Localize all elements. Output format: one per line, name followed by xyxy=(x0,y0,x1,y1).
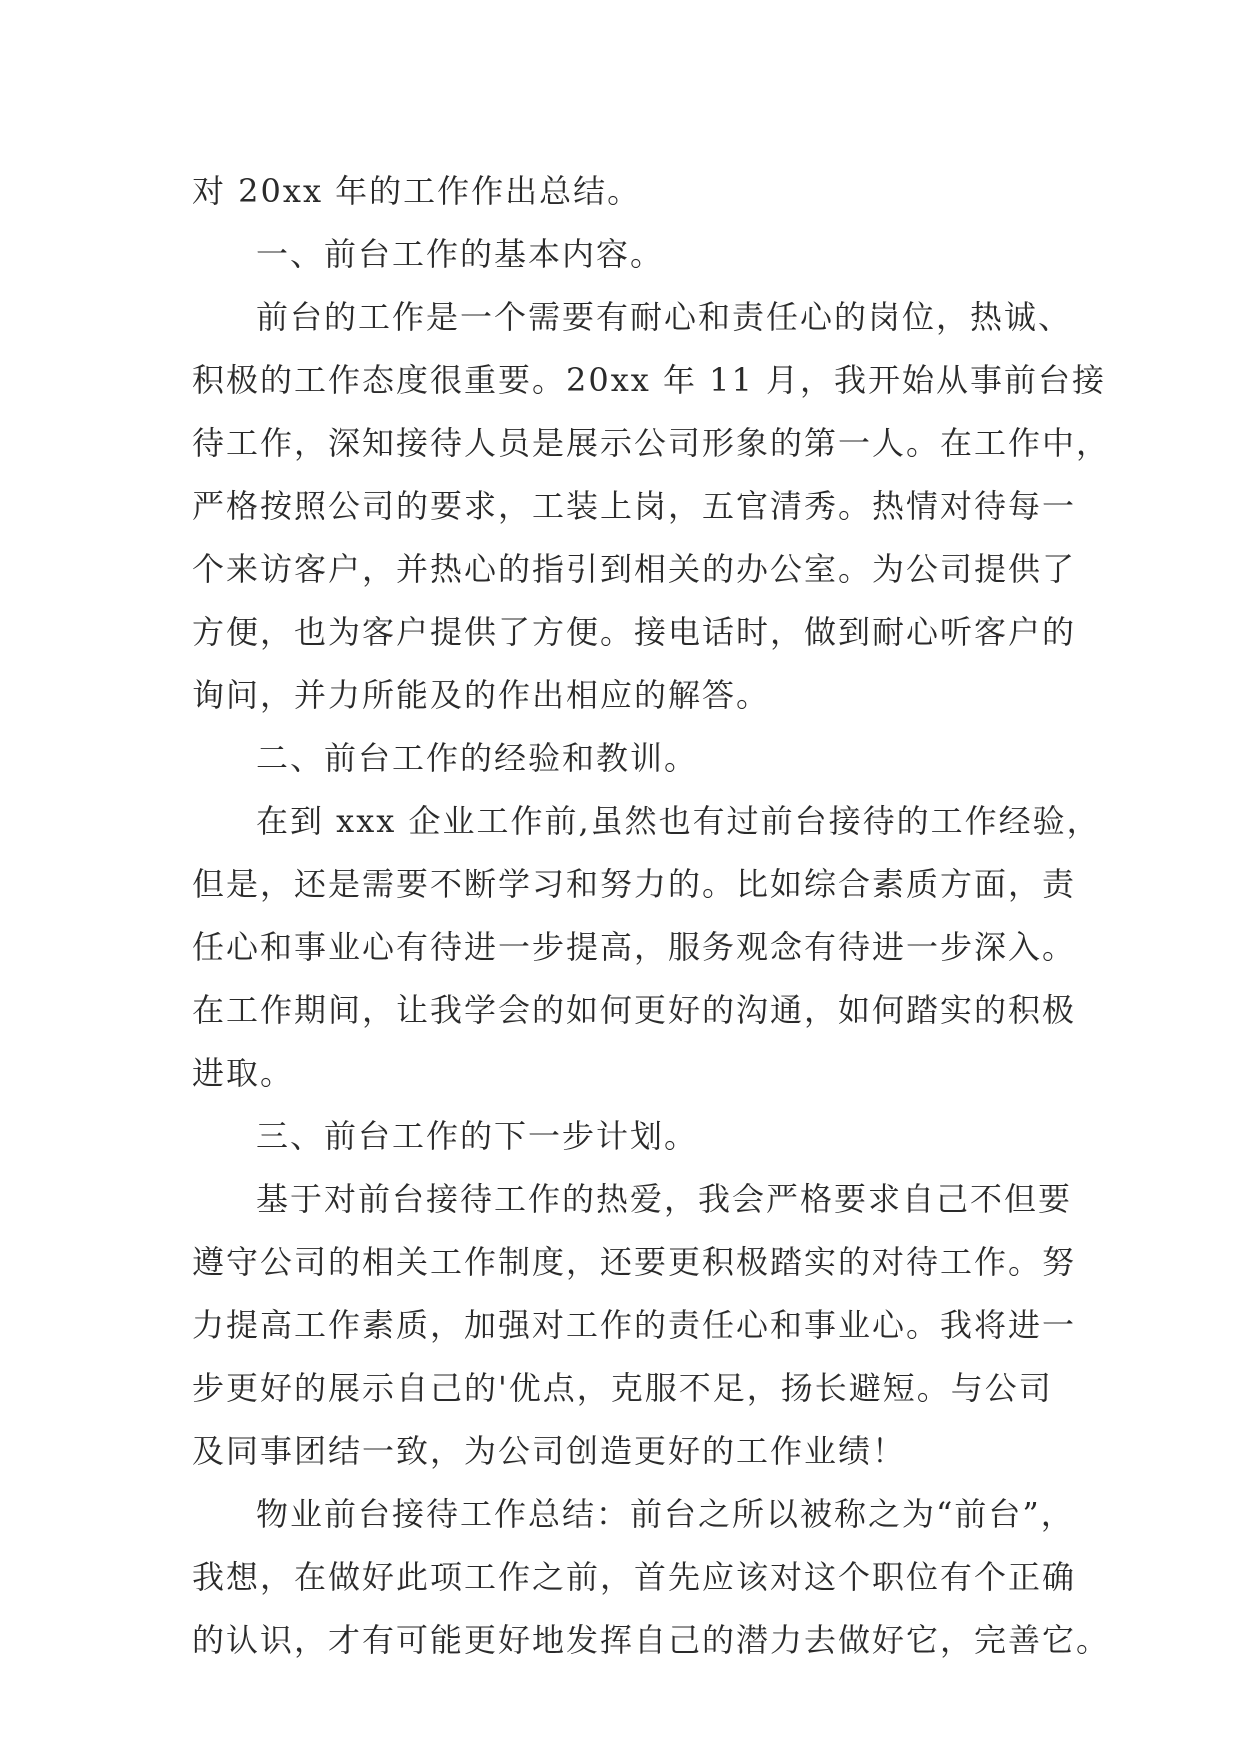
text-line-15: 进取。 xyxy=(192,1054,295,1092)
text-line-17: 基于对前台接待工作的热爱，我会严格要求自己不但要 xyxy=(256,1180,1073,1218)
text-line-12: 但是，还是需要不断学习和努力的。比如综合素质方面，责 xyxy=(192,865,1077,903)
text-line-18: 遵守公司的相关工作制度，还要更积极踏实的对待工作。努 xyxy=(192,1243,1077,1281)
text-line-14: 在工作期间，让我学会的如何更好的沟通，如何踏实的积极 xyxy=(192,991,1077,1029)
text-line-5: 待工作，深知接待人员是展示公司形象的第一人。在工作中， xyxy=(192,424,1111,462)
text-line-23: 我想，在做好此项工作之前，首先应该对这个职位有个正确 xyxy=(192,1558,1077,1596)
text-line-7: 个来访客户，并热心的指引到相关的办公室。为公司提供了 xyxy=(192,550,1077,588)
document-body xyxy=(192,160,1111,1672)
text-line-4: 积极的工作态度很重要。20xx 年 11 月，我开始从事前台接 xyxy=(192,361,1107,399)
text-line-1: 对 20xx 年的工作作出总结。 xyxy=(192,172,642,210)
text-line-22: 物业前台接待工作总结：前台之所以被称之为“前台”， xyxy=(256,1495,1075,1533)
section-heading-1: 一、前台工作的基本内容。 xyxy=(256,235,665,273)
text-line-8: 方便，也为客户提供了方便。接电话时，做到耐心听客户的 xyxy=(192,613,1077,651)
section-heading-2: 二、前台工作的经验和教训。 xyxy=(256,739,699,777)
text-line-19: 力提高工作素质，加强对工作的责任心和事业心。我将进一 xyxy=(192,1306,1077,1344)
text-line-20: 步更好的展示自己的'优点，克服不足，扬长避短。与公司 xyxy=(192,1369,1053,1407)
section-heading-3: 三、前台工作的下一步计划。 xyxy=(256,1117,699,1155)
text-line-3: 前台的工作是一个需要有耐心和责任心的岗位，热诚、 xyxy=(256,298,1073,336)
text-line-6: 严格按照公司的要求，工装上岗，五官清秀。热情对待每一 xyxy=(192,487,1077,525)
text-line-13: 任心和事业心有待进一步提高，服务观念有待进一步深入。 xyxy=(192,928,1077,966)
text-line-21: 及同事团结一致，为公司创造更好的工作业绩！ xyxy=(192,1432,907,1470)
text-line-24: 的认识，才有可能更好地发挥自己的潜力去做好它，完善它。 xyxy=(192,1621,1111,1659)
text-line-11: 在到 xxx 企业工作前,虽然也有过前台接待的工作经验， xyxy=(256,802,1101,840)
text-line-9: 询问，并力所能及的作出相应的解答。 xyxy=(192,676,771,714)
